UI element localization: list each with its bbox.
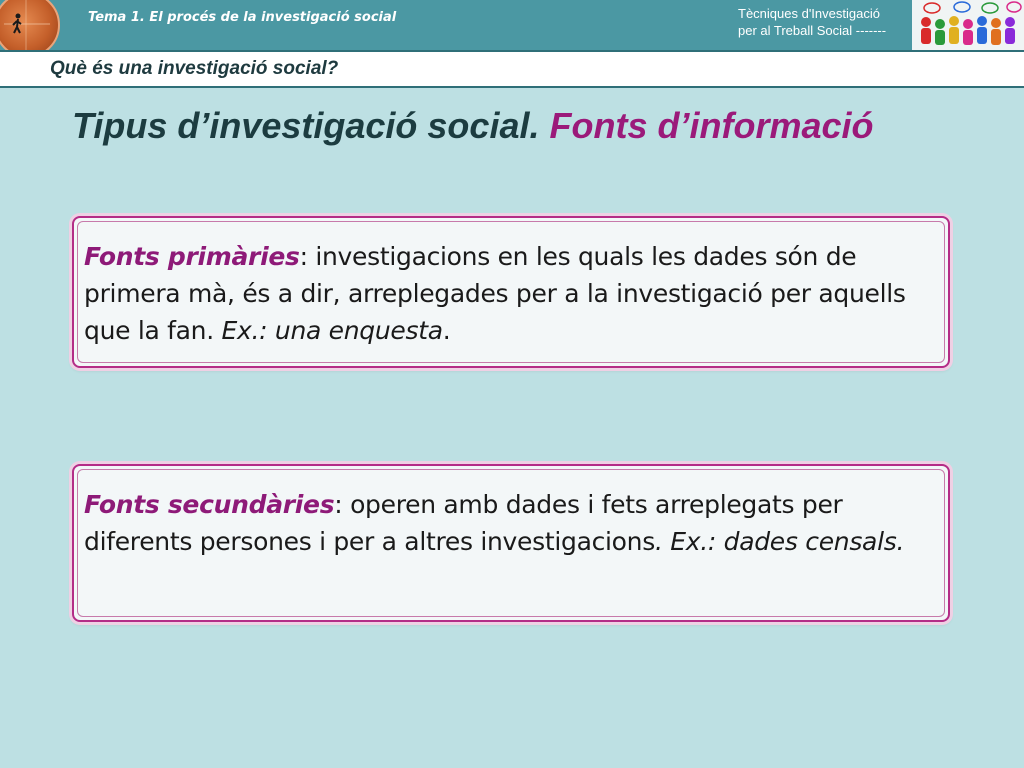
topic-title: Tema 1. El procés de la investigació social — [88, 10, 397, 25]
secondary-sources-example: . Ex.: dades censals. — [654, 527, 905, 556]
header-bar — [0, 0, 1024, 50]
people-group-icon — [912, 0, 1024, 50]
secondary-sources-definition: : operen amb dades i fets arreplegats per diferents persones i per a altres investigacions — [84, 490, 843, 556]
course-name — [738, 5, 906, 39]
slide-title-main: Tipus d’investigació social. — [72, 105, 540, 146]
slide-title-accent: Fonts d’informació — [549, 105, 874, 146]
primary-sources-box — [72, 216, 950, 368]
people-illustration — [912, 0, 1024, 50]
slide-title — [72, 104, 874, 148]
section-title: Què és una investigació social? — [50, 58, 339, 79]
course-line-1: Tècniques d'Investigació — [738, 6, 880, 21]
primary-sources-example: Ex.: una enquesta — [221, 316, 443, 345]
primary-sources-definition: : investigacions en les quals les dades són de primera mà, és a dir, arreplegades per a la investigació per aquells que la fan. — [84, 242, 906, 345]
secondary-sources-text — [84, 486, 934, 560]
primary-sources-term: Fonts primàries — [84, 242, 300, 271]
secondary-sources-term: Fonts secundàries — [84, 490, 335, 519]
primary-sources-end: . — [442, 316, 451, 345]
secondary-sources-box — [72, 464, 950, 622]
course-line-2: per al Treball Social ------- — [738, 23, 887, 38]
walking-figure-icon — [0, 0, 58, 56]
primary-sources-text — [84, 238, 934, 349]
section-bar — [0, 50, 1024, 88]
